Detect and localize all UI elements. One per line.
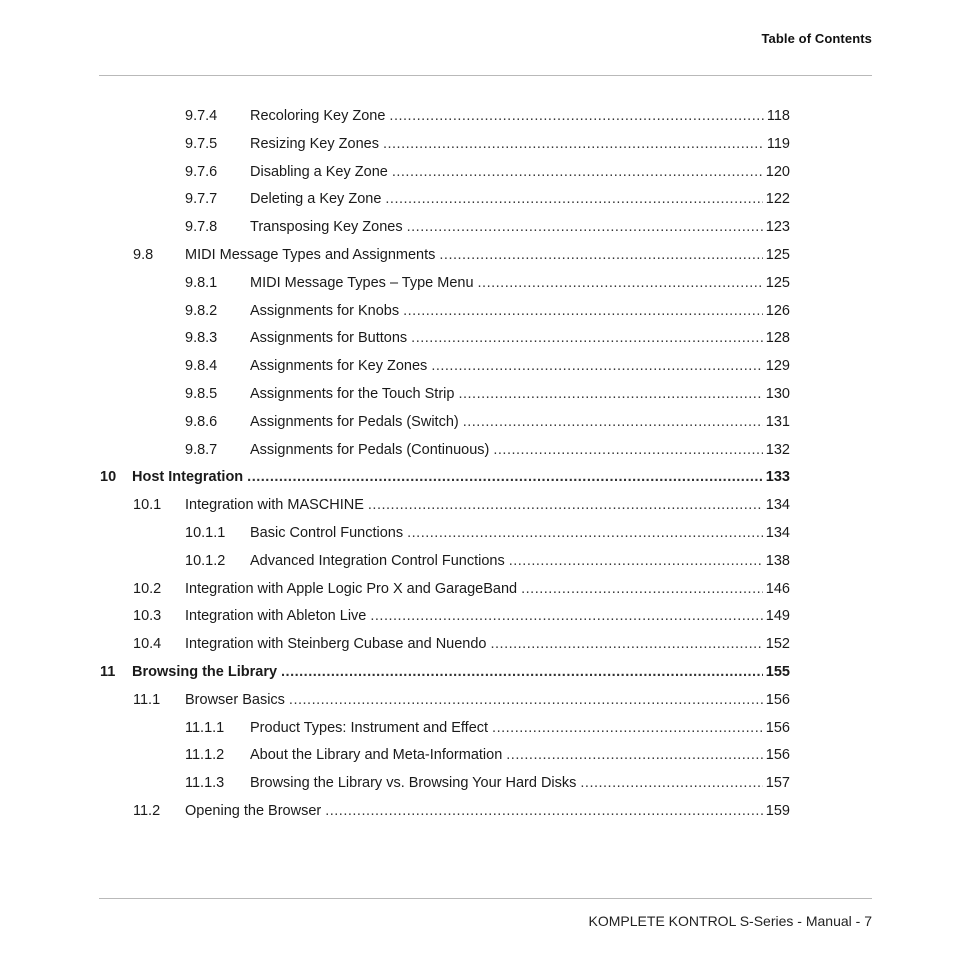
toc-entry[interactable] <box>0 687 954 715</box>
toc-dot-leader <box>368 492 763 520</box>
toc-entry-title: Transposing Key Zones <box>250 219 403 236</box>
toc-entry-title: Deleting a Key Zone <box>250 191 382 208</box>
toc-entry[interactable] <box>0 186 954 214</box>
toc-dot-leader <box>458 381 762 409</box>
toc-dot-leader <box>407 214 763 242</box>
toc-entry-number: 9.8.6 <box>185 413 218 430</box>
toc-entry-link[interactable] <box>250 548 790 576</box>
toc-entry-page-number: 125 <box>765 247 790 263</box>
toc-entry-page-number: 138 <box>765 552 790 569</box>
toc-entry-page-number: 134 <box>765 525 790 541</box>
toc-entry[interactable] <box>0 437 954 465</box>
toc-entry[interactable] <box>0 603 954 631</box>
toc-dot-leader <box>392 159 763 187</box>
toc-entry-number: 11.1.3 <box>185 775 225 792</box>
toc-entry-number: 9.8.7 <box>185 441 218 458</box>
toc-dot-leader <box>403 298 763 326</box>
toc-entry-page-number: 159 <box>765 803 790 819</box>
toc-entry-page-number: 146 <box>765 580 790 597</box>
toc-entry-page-number: 130 <box>765 386 790 402</box>
toc-entry-title: About the Library and Meta-Information <box>250 747 503 764</box>
toc-entry-number: 9.8 <box>133 247 154 263</box>
toc-entry-link[interactable] <box>132 464 790 492</box>
toc-entry-link[interactable] <box>185 576 790 604</box>
toc-entry-title: Assignments for Buttons <box>250 330 408 347</box>
toc-entry-link[interactable] <box>250 298 790 326</box>
toc-dot-leader <box>325 798 763 826</box>
toc-entry-link[interactable] <box>250 325 790 353</box>
toc-entry-title: Product Types: Instrument and Effect <box>250 719 489 736</box>
toc-entry-number: 9.8.2 <box>185 302 218 319</box>
toc-entry-link[interactable] <box>250 409 790 437</box>
toc-entry-page-number: 120 <box>765 163 790 180</box>
toc-dot-leader <box>431 353 762 381</box>
toc-entry-link[interactable] <box>185 603 790 631</box>
toc-entry-page-number: 125 <box>765 274 790 291</box>
toc-entry-number: 11.1.1 <box>185 719 225 736</box>
toc-entry-link[interactable] <box>250 159 790 187</box>
toc-entry-title: Advanced Integration Control Functions <box>250 552 505 569</box>
toc-entry[interactable] <box>0 715 954 743</box>
toc-entry[interactable] <box>0 770 954 798</box>
toc-entry-link[interactable] <box>250 437 790 465</box>
toc-entry[interactable] <box>0 214 954 242</box>
toc-entry-title: Browser Basics <box>185 691 285 708</box>
toc-entry-title: Integration with Ableton Live <box>185 608 367 625</box>
toc-entry-page-number: 157 <box>765 775 790 792</box>
toc-entry-number: 11.1.2 <box>185 747 225 764</box>
toc-entry[interactable] <box>0 409 954 437</box>
toc-dot-leader <box>490 631 762 659</box>
toc-entry[interactable] <box>0 464 954 492</box>
toc-dot-leader <box>389 103 763 131</box>
toc-entry-page-number: 129 <box>765 358 790 375</box>
toc-dot-leader <box>478 270 763 298</box>
toc-entry-title: Resizing Key Zones <box>250 135 379 152</box>
toc-entry[interactable] <box>0 631 954 659</box>
toc-entry-title: Integration with MASCHINE <box>185 497 364 514</box>
toc-entry[interactable] <box>0 742 954 770</box>
toc-entry-page-number: 119 <box>766 135 790 152</box>
toc-entry-title: Browsing the Library <box>132 664 278 680</box>
toc-entry-number: 9.7.8 <box>185 219 218 236</box>
toc-entry-link[interactable] <box>250 214 790 242</box>
toc-entry-title: Basic Control Functions <box>250 525 404 541</box>
toc-entry-title: Assignments for Knobs <box>250 302 400 319</box>
toc-entry-title: Recoloring Key Zone <box>250 108 386 124</box>
toc-entry-link[interactable] <box>250 381 790 409</box>
toc-entry[interactable] <box>0 298 954 326</box>
toc-entry-page-number: 126 <box>765 302 790 319</box>
toc-entry-page-number: 128 <box>765 330 790 347</box>
toc-dot-leader <box>493 437 762 465</box>
toc-entry[interactable] <box>0 325 954 353</box>
toc-dot-leader <box>411 325 763 353</box>
toc-entry-page-number: 156 <box>765 691 790 708</box>
toc-entry-title: Opening the Browser <box>185 803 322 819</box>
toc-entry-title: Browsing the Library vs. Browsing Your Hard Disks <box>250 775 577 792</box>
toc-entry-number: 9.8.4 <box>185 358 218 375</box>
toc-entry-title: MIDI Message Types and Assignments <box>185 247 436 263</box>
toc-dot-leader <box>506 742 763 770</box>
toc-entry-number: 11.2 <box>133 803 161 819</box>
toc-entry[interactable] <box>0 131 954 159</box>
toc-entry-title: Assignments for the Touch Strip <box>250 386 455 402</box>
toc-entry[interactable] <box>0 520 954 548</box>
toc-entry-title: Assignments for Pedals (Switch) <box>250 413 459 430</box>
toc-entry-number: 10.3 <box>133 608 162 625</box>
toc-entry[interactable] <box>0 103 954 131</box>
toc-entry-title: Host Integration <box>132 469 244 486</box>
toc-entry-page-number: 131 <box>765 413 790 430</box>
page-header-title: Table of Contents <box>761 31 872 46</box>
toc-entry-number: 11 <box>100 664 116 680</box>
toc-dot-leader <box>383 131 764 159</box>
toc-dot-leader <box>463 409 763 437</box>
toc-entry-title: Assignments for Pedals (Continuous) <box>250 441 490 458</box>
toc-entry-number: 9.8.3 <box>185 330 218 347</box>
toc-entry[interactable] <box>0 270 954 298</box>
toc-entry-link[interactable] <box>132 659 790 687</box>
toc-entry[interactable] <box>0 576 954 604</box>
toc-entry-page-number: 118 <box>766 108 790 124</box>
toc-entry-link[interactable] <box>250 742 790 770</box>
toc-entry-page-number: 133 <box>765 469 790 486</box>
toc-entry[interactable] <box>0 798 954 826</box>
toc-entry-link[interactable] <box>185 242 790 270</box>
toc-entry-page-number: 134 <box>765 497 790 514</box>
toc-dot-leader <box>281 659 763 687</box>
toc-entry-number: 10.4 <box>133 636 162 653</box>
toc-entry[interactable] <box>0 659 954 687</box>
toc-entry-number: 10.1.1 <box>185 525 226 541</box>
toc-dot-leader <box>492 715 763 743</box>
toc-dot-leader <box>439 242 762 270</box>
toc-entry-link[interactable] <box>250 353 790 381</box>
toc-entry-page-number: 132 <box>765 441 790 458</box>
header-divider <box>99 75 872 76</box>
toc-entry-link[interactable] <box>250 131 790 159</box>
toc-entry[interactable] <box>0 159 954 187</box>
toc-entry-link[interactable] <box>250 270 790 298</box>
toc-entry[interactable] <box>0 242 954 270</box>
toc-dot-leader <box>385 186 762 214</box>
toc-entry-number: 9.8.1 <box>185 274 218 291</box>
toc-dot-leader <box>580 770 762 798</box>
toc-entry-link[interactable] <box>250 715 790 743</box>
toc-entry-number: 9.7.4 <box>185 108 218 124</box>
toc-entry-link[interactable] <box>250 103 790 131</box>
toc-entry-link[interactable] <box>250 770 790 798</box>
toc-entry-number: 10.2 <box>133 580 162 597</box>
toc-entry-link[interactable] <box>185 798 790 826</box>
toc-dot-leader <box>289 687 763 715</box>
toc-entry-page-number: 155 <box>765 664 790 680</box>
toc-dot-leader <box>407 520 763 548</box>
toc-entry-title: Integration with Apple Logic Pro X and GarageBand <box>185 580 518 597</box>
toc-entry-page-number: 156 <box>765 747 790 764</box>
toc-entry-link[interactable] <box>185 492 790 520</box>
toc-entry-page-number: 156 <box>765 719 790 736</box>
toc-entry-page-number: 149 <box>765 608 790 625</box>
toc-entry-page-number: 152 <box>765 636 790 653</box>
toc-entry-number: 9.7.7 <box>185 191 218 208</box>
toc-entry-number: 9.7.5 <box>185 135 218 152</box>
toc-entry-title: Assignments for Key Zones <box>250 358 428 375</box>
toc-entry-number: 9.7.6 <box>185 163 218 180</box>
toc-dot-leader <box>521 576 763 604</box>
toc-dot-leader <box>509 548 763 576</box>
toc-entry[interactable] <box>0 492 954 520</box>
page-footer: KOMPLETE KONTROL S-Series - Manual - 7 <box>588 913 872 929</box>
toc-dot-leader <box>247 464 763 492</box>
footer-divider <box>99 898 872 899</box>
toc-entry-title: MIDI Message Types – Type Menu <box>250 274 474 291</box>
toc-entry-link[interactable] <box>185 687 790 715</box>
toc-entry-link[interactable] <box>250 186 790 214</box>
toc-entry-title: Disabling a Key Zone <box>250 163 388 180</box>
toc-entry-link[interactable] <box>250 520 790 548</box>
toc-entry-link[interactable] <box>185 631 790 659</box>
toc-entry-number: 11.1 <box>133 691 161 708</box>
toc-dot-leader <box>370 603 762 631</box>
toc-entry[interactable] <box>0 548 954 576</box>
toc-entry-number: 9.8.5 <box>185 386 218 402</box>
toc-entry-page-number: 123 <box>765 219 790 236</box>
toc-entry-title: Integration with Steinberg Cubase and Nuendo <box>185 636 487 653</box>
toc-entry[interactable] <box>0 381 954 409</box>
toc-entry[interactable] <box>0 353 954 381</box>
toc-entry-number: 10.1 <box>133 497 162 514</box>
toc-entry-number: 10.1.2 <box>185 552 226 569</box>
toc-entry-page-number: 122 <box>765 191 790 208</box>
toc-entry-number: 10 <box>100 469 117 486</box>
